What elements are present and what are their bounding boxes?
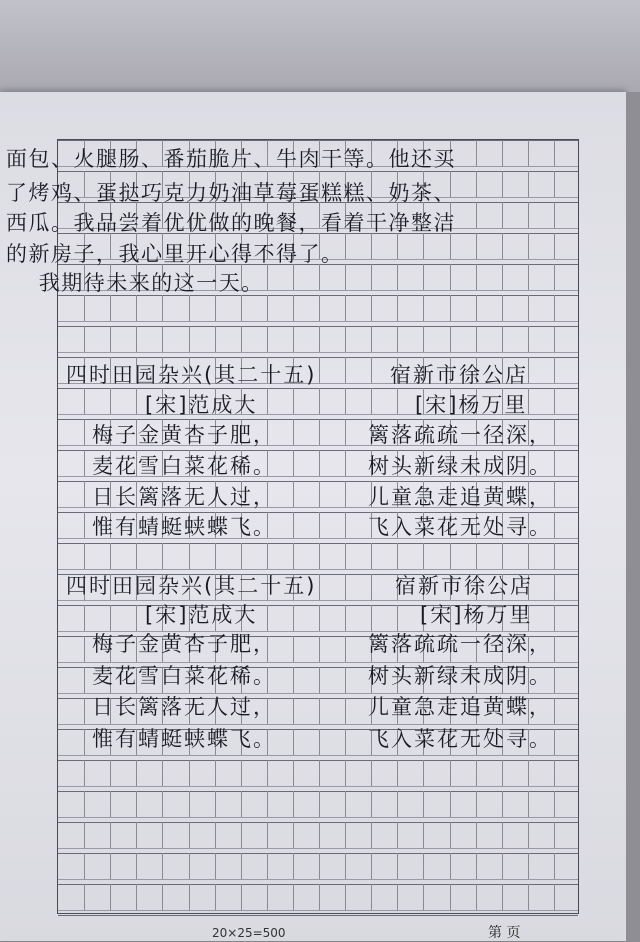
grid-line: [554, 760, 555, 786]
grid-line: [554, 729, 555, 755]
poem2-author-left: [宋]范成大: [145, 603, 258, 627]
grid-line: [554, 388, 555, 414]
grid-line: [319, 791, 320, 817]
grid-line: [267, 853, 268, 879]
grid-line: [215, 791, 216, 817]
grid-line: [293, 822, 294, 848]
grid-line: [554, 574, 555, 600]
grid-line: [450, 543, 451, 569]
grid-line: [371, 543, 372, 569]
grid-line: [162, 884, 163, 910]
grid-line: [423, 822, 424, 848]
grid-line: [162, 822, 163, 848]
essay-line-4: 的新房子，我心里开心得不得了。: [6, 242, 344, 266]
grid-line: [528, 171, 529, 197]
grid-line: [215, 543, 216, 569]
grid-line: [84, 388, 85, 414]
poem1-left-line-3: 日长篱落无人过，: [92, 485, 276, 509]
grid-line: [293, 512, 294, 538]
essay-line-1: 面包、火腿肠、番茄脆片、牛肉干等。他还买: [6, 147, 456, 171]
grid-line: [397, 791, 398, 817]
grid-line: [528, 264, 529, 290]
grid-line: [371, 605, 372, 631]
grid-line: [136, 822, 137, 848]
grid-line: [371, 357, 372, 383]
poem2-title: 四时田园杂兴(其二十五): [66, 574, 317, 598]
grid-line: [241, 853, 242, 879]
grid-line: [110, 388, 111, 414]
grid-line: [502, 171, 503, 197]
grid-line: [267, 884, 268, 910]
poem2-right-title: 宿新市徐公店: [395, 574, 533, 598]
grid-line: [554, 295, 555, 321]
grid-line: [84, 295, 85, 321]
grid-line: [502, 140, 503, 166]
grid-line: [345, 481, 346, 507]
grid-line: [554, 202, 555, 228]
grid-line: [345, 698, 346, 724]
grid-line: [293, 760, 294, 786]
grid-line: [397, 822, 398, 848]
grid-line: [345, 884, 346, 910]
grid-line: [293, 264, 294, 290]
grid-line: [502, 791, 503, 817]
grid-line: [423, 295, 424, 321]
grid-line: [293, 791, 294, 817]
grid-line: [84, 760, 85, 786]
grid-line: [371, 295, 372, 321]
grid-line: [423, 760, 424, 786]
grid-line: [110, 760, 111, 786]
grid-line: [189, 543, 190, 569]
grid-line: [162, 791, 163, 817]
grid-line: [110, 884, 111, 910]
grid-line: [162, 543, 163, 569]
grid-line: [189, 326, 190, 352]
grid-line: [476, 822, 477, 848]
grid-line: [189, 760, 190, 786]
grid-line: [215, 853, 216, 879]
grid-line: [215, 326, 216, 352]
grid-line: [450, 884, 451, 910]
grid-line: [84, 667, 85, 693]
grid-line: [110, 326, 111, 352]
grid-line: [136, 326, 137, 352]
grid-line: [423, 791, 424, 817]
grid-line: [58, 724, 578, 725]
grid-line: [371, 760, 372, 786]
grid-line: [189, 791, 190, 817]
grid-line: [554, 233, 555, 259]
page-number-label: 第 页: [488, 925, 521, 941]
grid-line: [423, 853, 424, 879]
grid-line: [319, 388, 320, 414]
grid-line: [528, 295, 529, 321]
grid-line: [267, 822, 268, 848]
grid-line: [423, 233, 424, 259]
grid-line: [528, 326, 529, 352]
grid-line: [476, 853, 477, 879]
grid-line: [450, 853, 451, 879]
grid-line: [241, 295, 242, 321]
grid-line: [528, 543, 529, 569]
grid-line: [319, 574, 320, 600]
grid-line: [554, 481, 555, 507]
grid-line: [502, 326, 503, 352]
grid-line: [345, 450, 346, 476]
grid-line: [423, 884, 424, 910]
grid-line: [319, 729, 320, 755]
grid-line: [215, 884, 216, 910]
poem1-right-title: 宿新市徐公店: [390, 363, 528, 387]
grid-line: [450, 264, 451, 290]
grid-line: [84, 698, 85, 724]
grid-line: [554, 450, 555, 476]
grid-line: [319, 295, 320, 321]
grid-line: [136, 853, 137, 879]
grid-line: [345, 357, 346, 383]
grid-line: [476, 326, 477, 352]
grid-line: [554, 636, 555, 662]
essay-line-5: 我期待未来的这一天。: [6, 271, 264, 295]
grid-line: [502, 295, 503, 321]
grid-line: [241, 760, 242, 786]
grid-line: [476, 202, 477, 228]
grid-line: [84, 605, 85, 631]
grid-line: [345, 729, 346, 755]
grid-line: [215, 295, 216, 321]
grid-line: [345, 543, 346, 569]
grid-line: [371, 264, 372, 290]
grid-line: [58, 321, 578, 322]
grid-line: [397, 543, 398, 569]
grid-line: [189, 884, 190, 910]
grid-line: [371, 853, 372, 879]
grid-line: [554, 884, 555, 910]
grid-line: [84, 326, 85, 352]
essay-line-3: 西瓜。我品尝着优优做的晚餐，看着干净整洁: [6, 211, 456, 235]
grid-line: [397, 853, 398, 879]
poem2-author-right: [宋]杨万里: [420, 603, 533, 627]
grid-line: [528, 140, 529, 166]
grid-line: [58, 786, 578, 787]
grid-line: [162, 326, 163, 352]
grid-line: [189, 853, 190, 879]
grid-line: [554, 698, 555, 724]
grid-line: [110, 853, 111, 879]
grid-line: [58, 915, 578, 916]
grid-line: [319, 264, 320, 290]
grid-line: [58, 569, 578, 570]
grid-line: [502, 760, 503, 786]
grid-line: [450, 295, 451, 321]
grid-line: [110, 605, 111, 631]
grid-line: [293, 419, 294, 445]
grid-line: [110, 822, 111, 848]
grid-line: [371, 884, 372, 910]
grid-line: [554, 264, 555, 290]
grid-line: [136, 605, 137, 631]
grid-line: [423, 326, 424, 352]
grid-line: [84, 450, 85, 476]
grid-line: [136, 543, 137, 569]
grid-line: [110, 295, 111, 321]
grid-line: [267, 791, 268, 817]
grid-line: [502, 822, 503, 848]
grid-line: [554, 419, 555, 445]
grid-line: [319, 605, 320, 631]
paper-edge: [626, 92, 640, 941]
grid-line: [293, 605, 294, 631]
grid-line: [528, 760, 529, 786]
grid-line: [189, 822, 190, 848]
grid-line: [319, 667, 320, 693]
grid-line: [345, 760, 346, 786]
grid-line: [528, 853, 529, 879]
grid-line: [528, 791, 529, 817]
grid-line: [397, 295, 398, 321]
grid-line: [450, 233, 451, 259]
grid-line: [345, 853, 346, 879]
poem2-left-line-4: 惟有蜻蜓蛱蝶飞。: [92, 727, 276, 751]
grid-line: [345, 264, 346, 290]
poem1-right-line-1: 篱落疏疏一径深，: [368, 423, 552, 447]
grid-line: [345, 791, 346, 817]
grid-line: [110, 791, 111, 817]
poem1-title: 四时田园杂兴(其二十五): [66, 363, 317, 387]
grid-line: [162, 760, 163, 786]
grid-line: [293, 326, 294, 352]
grid-line: [267, 264, 268, 290]
grid-spec-label: 20×25=500: [212, 926, 286, 940]
poem2-right-line-3: 儿童急走追黄蝶，: [368, 695, 552, 719]
grid-line: [397, 233, 398, 259]
grid-line: [554, 140, 555, 166]
grid-line: [423, 543, 424, 569]
grid-line: [371, 791, 372, 817]
grid-line: [319, 512, 320, 538]
grid-line: [293, 667, 294, 693]
grid-line: [267, 543, 268, 569]
grid-line: [84, 884, 85, 910]
grid-line: [371, 822, 372, 848]
grid-line: [319, 822, 320, 848]
grid-line: [397, 388, 398, 414]
grid-line: [554, 822, 555, 848]
grid-line: [293, 295, 294, 321]
grid-line: [397, 326, 398, 352]
grid-line: [267, 760, 268, 786]
grid-line: [554, 171, 555, 197]
grid-line: [293, 729, 294, 755]
grid-line: [110, 543, 111, 569]
grid-line: [345, 667, 346, 693]
grid-line: [319, 760, 320, 786]
grid-line: [84, 853, 85, 879]
grid-line: [136, 884, 137, 910]
grid-line: [267, 388, 268, 414]
grid-line: [162, 853, 163, 879]
grid-line: [241, 884, 242, 910]
grid-line: [319, 326, 320, 352]
grid-line: [293, 450, 294, 476]
grid-line: [136, 791, 137, 817]
grid-line: [528, 884, 529, 910]
grid-line: [345, 388, 346, 414]
grid-line: [241, 326, 242, 352]
grid-line: [241, 791, 242, 817]
grid-line: [136, 760, 137, 786]
poem1-right-line-3: 儿童急走追黄蝶，: [368, 485, 552, 509]
grid-line: [293, 853, 294, 879]
grid-line: [345, 512, 346, 538]
grid-line: [397, 884, 398, 910]
grid-line: [58, 600, 578, 601]
grid-line: [293, 481, 294, 507]
grid-line: [319, 636, 320, 662]
grid-line: [84, 729, 85, 755]
grid-line: [293, 698, 294, 724]
grid-line: [554, 357, 555, 383]
grid-line: [293, 388, 294, 414]
poem2-left-line-2: 麦花雪白菜花稀。: [92, 664, 276, 688]
grid-line: [345, 326, 346, 352]
grid-line: [162, 295, 163, 321]
grid-line: [476, 884, 477, 910]
grid-line: [319, 450, 320, 476]
grid-line: [84, 512, 85, 538]
grid-line: [371, 233, 372, 259]
grid-line: [319, 543, 320, 569]
grid-line: [371, 574, 372, 600]
poem1-right-line-4: 飞入菜花无处寻。: [368, 515, 552, 539]
grid-line: [293, 543, 294, 569]
grid-line: [136, 295, 137, 321]
grid-line: [319, 357, 320, 383]
grid-line: [476, 760, 477, 786]
grid-line: [502, 202, 503, 228]
grid-line: [241, 543, 242, 569]
grid-line: [554, 326, 555, 352]
poem2-right-line-2: 树头新绿未成阴。: [368, 664, 552, 688]
grid-line: [345, 419, 346, 445]
grid-line: [58, 879, 578, 880]
grid-line: [345, 574, 346, 600]
grid-line: [450, 822, 451, 848]
grid-line: [267, 605, 268, 631]
grid-line: [58, 352, 578, 353]
background-sheet: [0, 0, 640, 95]
grid-line: [554, 791, 555, 817]
grid-line: [554, 667, 555, 693]
poem1-left-line-4: 惟有蜻蜓蛱蝶飞。: [92, 515, 276, 539]
grid-line: [476, 233, 477, 259]
grid-line: [476, 171, 477, 197]
grid-line: [476, 543, 477, 569]
grid-line: [502, 543, 503, 569]
grid-line: [345, 233, 346, 259]
grid-line: [319, 698, 320, 724]
poem2-right-line-1: 篱落疏疏一径深，: [368, 632, 552, 656]
grid-line: [319, 419, 320, 445]
grid-line: [267, 295, 268, 321]
grid-line: [58, 848, 578, 849]
essay-line-2: 了烤鸡、蛋挞巧克力奶油草莓蛋糕糕、奶茶、: [6, 181, 456, 205]
grid-line: [397, 264, 398, 290]
grid-line: [502, 233, 503, 259]
poem1-author-right: [宋]杨万里: [415, 393, 528, 417]
grid-line: [189, 295, 190, 321]
grid-line: [241, 822, 242, 848]
grid-line: [58, 755, 578, 756]
grid-line: [476, 295, 477, 321]
grid-line: [319, 884, 320, 910]
grid-line: [397, 605, 398, 631]
grid-line: [450, 791, 451, 817]
grid-line: [554, 605, 555, 631]
grid-line: [554, 853, 555, 879]
grid-line: [502, 264, 503, 290]
poem2-right-line-4: 飞入菜花无处寻。: [368, 727, 552, 751]
grid-line: [84, 822, 85, 848]
grid-line: [554, 512, 555, 538]
grid-line: [345, 295, 346, 321]
poem1-right-line-2: 树头新绿未成阴。: [368, 454, 552, 478]
grid-line: [84, 481, 85, 507]
grid-line: [528, 822, 529, 848]
grid-line: [345, 605, 346, 631]
grid-line: [450, 760, 451, 786]
poem1-author-left: [宋]范成大: [145, 393, 258, 417]
grid-line: [84, 543, 85, 569]
grid-line: [397, 760, 398, 786]
grid-line: [293, 636, 294, 662]
grid-line: [58, 910, 578, 911]
poem2-left-line-1: 梅子金黄杏子肥，: [92, 632, 276, 656]
grid-line: [215, 822, 216, 848]
grid-line: [450, 326, 451, 352]
grid-line: [345, 822, 346, 848]
grid-line: [371, 388, 372, 414]
grid-line: [371, 326, 372, 352]
grid-line: [528, 388, 529, 414]
grid-line: [502, 853, 503, 879]
grid-line: [267, 326, 268, 352]
grid-line: [293, 884, 294, 910]
grid-line: [345, 636, 346, 662]
grid-line: [502, 884, 503, 910]
poem1-left-line-2: 麦花雪白菜花稀。: [92, 454, 276, 478]
grid-line: [84, 419, 85, 445]
poem1-left-line-1: 梅子金黄杏子肥，: [92, 423, 276, 447]
grid-line: [476, 791, 477, 817]
grid-line: [423, 264, 424, 290]
grid-line: [136, 388, 137, 414]
grid-line: [319, 853, 320, 879]
poem2-left-line-3: 日长篱落无人过，: [92, 695, 276, 719]
grid-line: [554, 543, 555, 569]
grid-line: [476, 140, 477, 166]
grid-line: [528, 233, 529, 259]
grid-line: [84, 791, 85, 817]
grid-line: [528, 202, 529, 228]
grid-line: [476, 264, 477, 290]
grid-line: [319, 481, 320, 507]
grid-line: [215, 760, 216, 786]
grid-line: [84, 636, 85, 662]
grid-line: [58, 817, 578, 818]
